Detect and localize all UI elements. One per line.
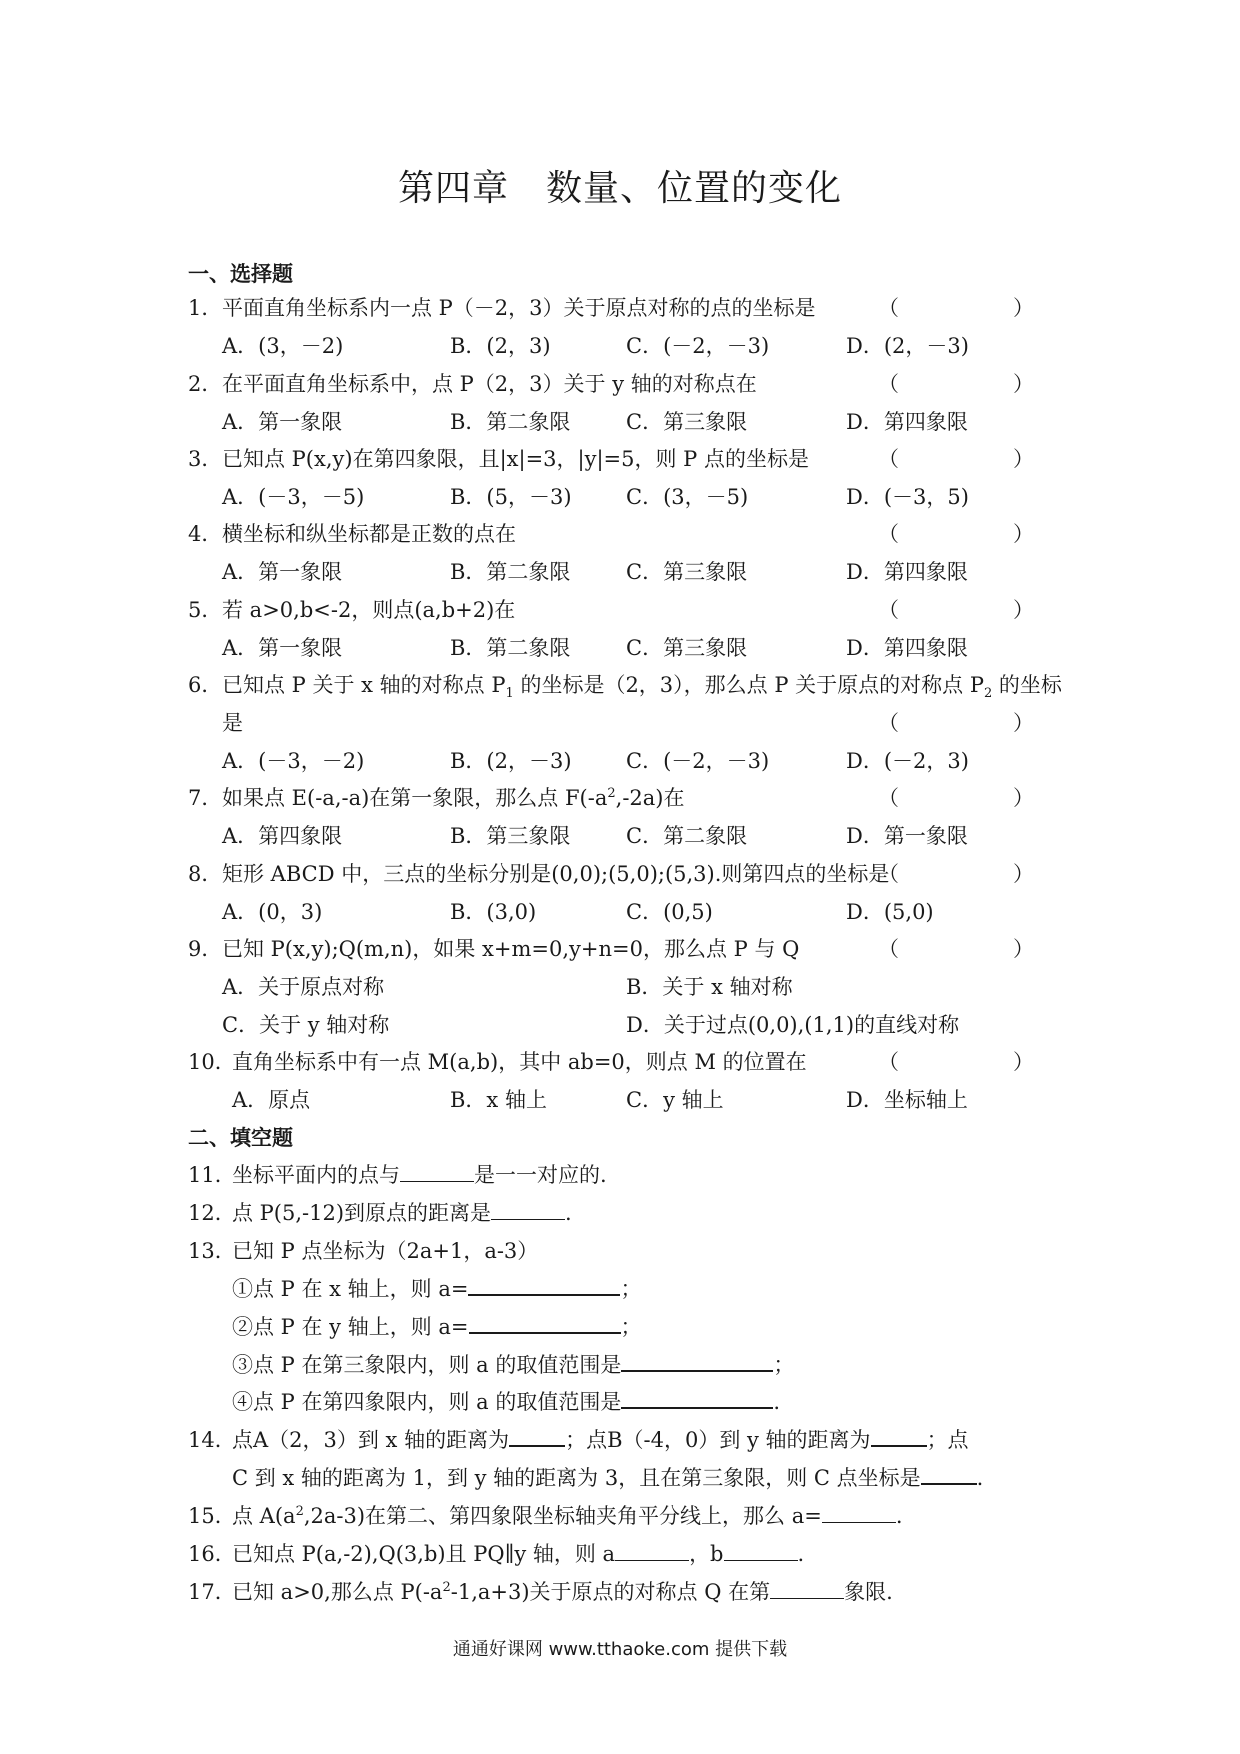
question-13-part-1 (188, 1273, 1058, 1303)
option-d: D．第四象限 (846, 560, 968, 584)
question-text (232, 1349, 794, 1379)
text-part: -1,a+3)关于原点的对称点 Q 在第 (450, 1580, 771, 1604)
text-part: ,2a-3)在第二、第四象限坐标轴夹角平分线上，那么 a= (303, 1504, 822, 1528)
option-c: C．第三象限 (626, 410, 748, 434)
subscript: 2 (983, 686, 993, 702)
question-17 (188, 1576, 1058, 1606)
option-a: A．原点 (232, 1088, 311, 1112)
question-text (232, 1424, 969, 1454)
answer-blank[interactable] (621, 1350, 773, 1372)
answer-paren: （ ） (878, 598, 1058, 622)
answer-paren: （ ） (878, 862, 1058, 886)
text-part: 坐标平面内的点与 (232, 1163, 400, 1187)
question-number: 6． (188, 673, 223, 697)
option-d: D．坐标轴上 (846, 1088, 968, 1112)
option-c: C．第三象限 (626, 636, 748, 660)
answer-blank[interactable] (770, 1578, 844, 1599)
answer-paren: （ ） (878, 522, 1058, 546)
question-number: 14． (188, 1428, 236, 1452)
chapter-title: 第四章 数量、位置的变化 (397, 168, 842, 209)
question-14 (188, 1424, 1058, 1454)
question-12 (188, 1197, 1058, 1227)
question-text: 已知 P(x,y);Q(m,n)，如果 x+m=0,y+n=0，那么点 P 与 Q (222, 937, 800, 961)
option-d: D．(－3，5) (846, 485, 969, 509)
option-b: B．第二象限 (450, 560, 571, 584)
answer-paren: （ ） (878, 711, 1058, 735)
superscript: 2 (295, 1504, 304, 1519)
text-part: 的坐标是（2，3），那么点 P 关于原点的对称点 P (513, 673, 984, 697)
text-part: ； (620, 1277, 642, 1301)
option-a: A．第一象限 (222, 636, 343, 660)
option-c: C．第三象限 (626, 560, 748, 584)
text-part: 的坐标 (992, 673, 1062, 697)
question-text (232, 1538, 804, 1568)
question-11 (188, 1159, 1058, 1189)
question-14-cont (188, 1462, 1058, 1492)
answer-blank[interactable] (491, 1199, 565, 1220)
option-b: B．(5，－3) (450, 485, 572, 509)
text-part: ,-2a)在 (615, 786, 685, 810)
text-part: ；点B（-4，0）到 y 轴的距离为 (565, 1428, 871, 1452)
option-a: A．第一象限 (222, 410, 343, 434)
option-a: A．第四象限 (222, 824, 343, 848)
text-part: 已知点 P(a,-2),Q(3,b)且 PQ∥y 轴，则 a (232, 1542, 616, 1566)
option-d: D．(－2，3) (846, 749, 969, 773)
text-part: 点 A(a (232, 1504, 296, 1528)
answer-blank[interactable] (468, 1274, 620, 1296)
question-number: 12． (188, 1201, 236, 1225)
question-13-part-2 (188, 1311, 1058, 1341)
option-c: C．关于 y 轴对称 (222, 1013, 390, 1037)
text-part: . (976, 1466, 984, 1490)
option-c: C．(－2，－3) (626, 749, 770, 773)
question-text (232, 1462, 983, 1492)
section-heading-choice: 一、选择题 (188, 262, 293, 286)
text-part: ①点 P 在 x 轴上，则 a= (232, 1277, 469, 1301)
option-b: B．关于 x 轴对称 (626, 975, 793, 999)
question-number: 17． (188, 1580, 236, 1604)
question-text: 是 (222, 711, 243, 735)
text-part: 已知点 P 关于 x 轴的对称点 P (222, 673, 506, 697)
question-text (222, 782, 685, 812)
question-5 (188, 594, 1058, 624)
option-a: A．(－3，－2) (222, 749, 365, 773)
question-number: 3． (188, 447, 223, 471)
question-number: 11． (188, 1163, 236, 1187)
option-c: C．(－2，－3) (626, 334, 770, 358)
question-text: 若 a>0,b<-2，则点(a,b+2)在 (222, 598, 516, 622)
text-part: ②点 P 在 y 轴上，则 a= (232, 1315, 469, 1339)
option-b: B．(3,0) (450, 900, 537, 924)
question-text: 在平面直角坐标系中，点 P（2，3）关于 y 轴的对称点在 (222, 372, 757, 396)
option-b: B．(2，－3) (450, 749, 572, 773)
question-3 (188, 443, 1058, 473)
answer-paren: （ ） (878, 447, 1058, 471)
answer-blank[interactable] (871, 1425, 927, 1447)
question-text: 已知点 P(x,y)在第四象限，且|x|=3，|y|=5，则 P 点的坐标是 (222, 447, 809, 471)
text-part: . (565, 1201, 572, 1225)
text-part: ； (620, 1315, 642, 1339)
question-number: 16． (188, 1542, 236, 1566)
question-15 (188, 1500, 1058, 1530)
question-number: 15． (188, 1504, 236, 1528)
answer-blank[interactable] (400, 1161, 474, 1182)
answer-blank[interactable] (921, 1463, 977, 1485)
question-13-part-4 (188, 1386, 1058, 1416)
question-text (232, 1159, 607, 1189)
text-part: . (773, 1390, 781, 1414)
option-b: B．x 轴上 (450, 1088, 547, 1112)
question-13-part-3 (188, 1349, 1058, 1379)
option-c: C．y 轴上 (626, 1088, 724, 1112)
text-part: 象限. (844, 1580, 893, 1604)
text-part: 已知 a>0,那么点 P(-a (232, 1580, 443, 1604)
question-1 (188, 292, 1058, 322)
option-a: A．关于原点对称 (222, 975, 385, 999)
text-part: ④点 P 在第四象限内，则 a 的取值范围是 (232, 1390, 622, 1414)
option-a: A．(－3，－5) (222, 485, 365, 509)
text-part: . (797, 1542, 805, 1566)
question-16 (188, 1538, 1058, 1568)
option-d: D．(5,0) (846, 900, 934, 924)
text-part: ； (773, 1353, 795, 1377)
option-b: B．(2，3) (450, 334, 551, 358)
answer-paren: （ ） (878, 372, 1058, 396)
question-number: 7． (188, 786, 223, 810)
text-part: 是一一对应的. (474, 1163, 607, 1187)
question-2 (188, 368, 1058, 398)
text-part: ，b (689, 1542, 724, 1566)
option-a: A．(0，3) (222, 900, 323, 924)
question-number: 13． (188, 1239, 236, 1263)
option-a: A．(3，－2) (222, 334, 344, 358)
question-text (232, 1273, 641, 1303)
page-footer: 通通好课网 www.tthaoke.com 提供下载 (452, 1639, 788, 1660)
question-text: 已知 P 点坐标为（2a+1，a-3） (232, 1239, 539, 1263)
question-text (232, 1500, 903, 1530)
section-heading-fill: 二、填空题 (188, 1126, 293, 1150)
question-text (222, 669, 1062, 701)
answer-paren: （ ） (878, 786, 1058, 810)
answer-paren: （ ） (878, 937, 1058, 961)
option-d: D．第四象限 (846, 636, 968, 660)
superscript: 2 (607, 786, 616, 801)
question-number: 9． (188, 937, 223, 961)
question-number: 8． (188, 862, 223, 886)
answer-blank[interactable] (822, 1502, 896, 1523)
question-text (232, 1576, 893, 1606)
text-part: . (895, 1504, 903, 1528)
question-text (232, 1386, 780, 1416)
option-c: C．第二象限 (626, 824, 748, 848)
text-part: 如果点 E(-a,-a)在第一象限，那么点 F(-a (222, 786, 608, 810)
option-d: D．关于过点(0,0),(1,1)的直线对称 (626, 1013, 960, 1037)
text-part: ；点 (926, 1428, 969, 1452)
question-4 (188, 518, 1058, 548)
option-b: B．第二象限 (450, 636, 571, 660)
option-b: B．第三象限 (450, 824, 571, 848)
answer-blank[interactable] (509, 1425, 565, 1447)
question-number: 1． (188, 296, 223, 320)
option-b: B．第二象限 (450, 410, 571, 434)
question-7 (188, 782, 1058, 812)
text-part: C 到 x 轴的距离为 1，到 y 轴的距离为 3，且在第三象限，则 C 点坐标是 (232, 1466, 921, 1490)
option-d: D．第四象限 (846, 410, 968, 434)
answer-blank[interactable] (621, 1387, 773, 1409)
question-text: 平面直角坐标系内一点 P（－2，3）关于原点对称的点的坐标是 (222, 296, 816, 320)
question-6 (188, 669, 1062, 702)
answer-blank[interactable] (469, 1312, 621, 1334)
question-text (232, 1197, 572, 1227)
option-d: D．第一象限 (846, 824, 968, 848)
question-number: 4． (188, 522, 223, 546)
question-text: 矩形 ABCD 中，三点的坐标分别是(0,0);(5,0);(5,3).则第四点的坐标是 (222, 862, 890, 886)
text-part: 点A（2，3）到 x 轴的距离为 (232, 1428, 510, 1452)
text-part: 点 P(5,-12)到原点的距离是 (232, 1201, 492, 1225)
question-text: 横坐标和纵坐标都是正数的点在 (222, 522, 516, 546)
option-d: D．(2，－3) (846, 334, 969, 358)
question-9 (188, 933, 1058, 963)
superscript: 2 (442, 1580, 451, 1595)
option-c: C．(3，－5) (626, 485, 749, 509)
question-number: 10． (188, 1050, 236, 1074)
answer-blank[interactable] (615, 1540, 689, 1561)
option-a: A．第一象限 (222, 560, 343, 584)
answer-paren: （ ） (878, 296, 1058, 320)
question-10 (188, 1046, 1058, 1076)
question-6-cont (188, 707, 1058, 737)
question-text: 直角坐标系中有一点 M(a,b)，其中 ab=0，则点 M 的位置在 (232, 1050, 807, 1074)
answer-paren: （ ） (878, 1050, 1058, 1074)
question-13 (188, 1235, 1058, 1265)
option-c: C．(0,5) (626, 900, 713, 924)
question-8 (188, 858, 1058, 888)
text-part: ③点 P 在第三象限内，则 a 的取值范围是 (232, 1353, 622, 1377)
answer-blank[interactable] (724, 1540, 798, 1561)
question-number: 2． (188, 372, 223, 396)
question-text (232, 1311, 642, 1341)
subscript: 1 (505, 686, 514, 702)
question-number: 5． (188, 598, 223, 622)
